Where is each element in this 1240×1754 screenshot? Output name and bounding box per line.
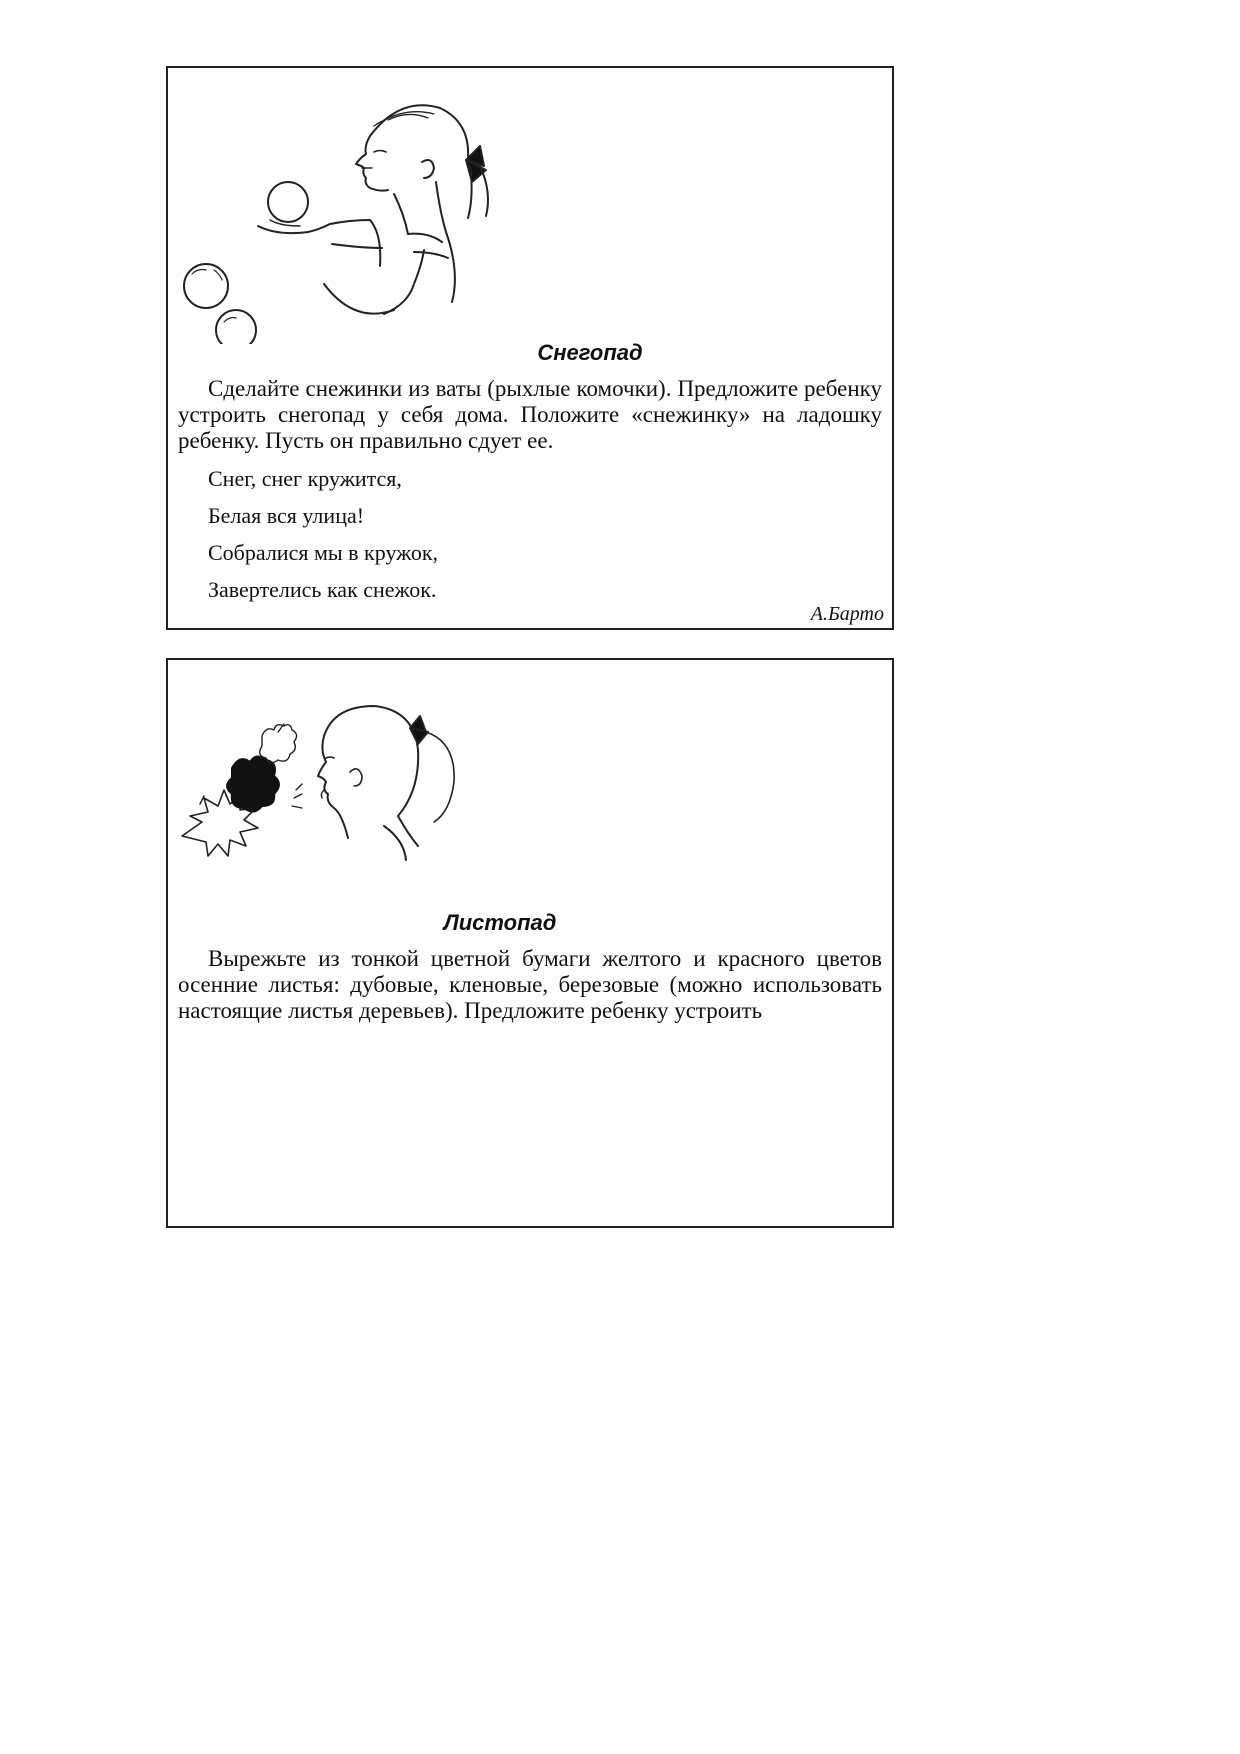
girl-blowing-leaves-illustration — [174, 666, 484, 886]
card-snowfall — [166, 66, 894, 630]
poem-line: Снег, снег кружится, — [208, 466, 402, 491]
card-title: Снегопад — [537, 340, 643, 365]
card-description: Сделайте снежинки из ваты (рыхлые комочки). Предложите ребенку устроить снегопад у себя дома. Положите «снежинку» на ладошку ребенку. Пусть он правильно сдует ее. — [178, 376, 882, 453]
poem-author: А.Барто — [810, 603, 884, 625]
poem-line: Белая вся улица! — [208, 503, 365, 528]
poem — [208, 466, 438, 614]
card-leaffall — [166, 658, 894, 1228]
card-title: Листопад — [443, 910, 557, 935]
girl-blowing-snowball-illustration — [174, 74, 504, 344]
poem-line: Завертелись как снежок. — [208, 577, 437, 602]
card-description: Вырежьте из тонкой цветной бумаги желтого и красного цветов осенние листья: дубовые, кленовые, березовые (можно использовать настоящие листья деревьев). Предложите ребенку устроить — [178, 946, 882, 1023]
poem-line: Собралися мы в кружок, — [208, 540, 439, 565]
